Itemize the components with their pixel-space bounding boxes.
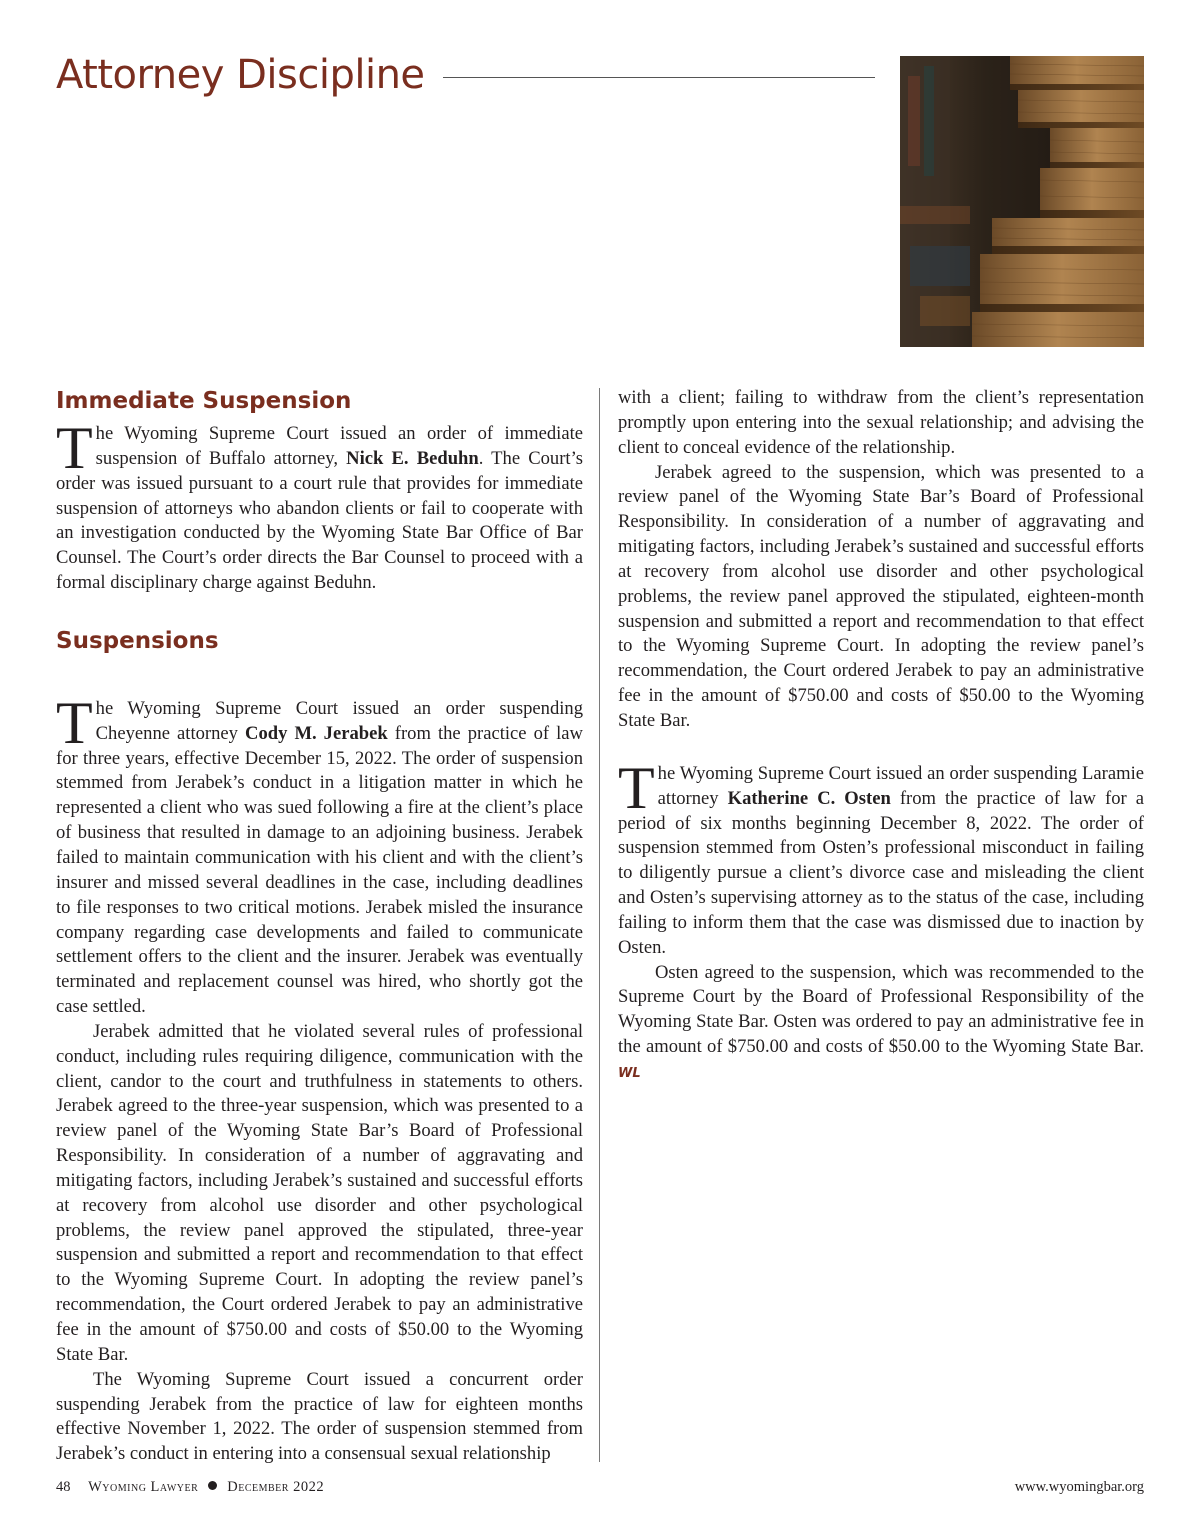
attorney-name: Nick E. Beduhn bbox=[346, 447, 479, 469]
bullet-separator bbox=[208, 1481, 217, 1490]
jerabek-paragraph-1: The Wyoming Supreme Court issued an order suspending Cheyenne attorney Cody M. Jerabek from the practice of law for three years, effective December 15, 2022. The order of suspension stemmed from Jerabek’s conduct in a litigation matter in which he represented a client who was sued following a fire at the client’s place of business that resulted in damage to an adjoining business. Jerabek failed to maintain communication with his client and with the client’s insurer and missed several deadlines in the case, including deadlines to file responses to two critical motions. Jerabek misled the insurance company regarding case developments and failed to communicate settlement offers to the client and the insurer. Jerabek was eventually terminated and replacement counsel was hired, who shortly got the case settled. bbox=[56, 689, 583, 1018]
page-title: Attorney Discipline bbox=[56, 52, 425, 98]
jerabek-paragraph-3-continued: with a client; failing to withdraw from the client’s representation promptly upon entering into the sexual relationship; and advising the client to conceal evidence of the relationship. bbox=[618, 387, 1144, 458]
right-column bbox=[618, 386, 1144, 1087]
drop-cap: T bbox=[56, 415, 93, 481]
footer-left bbox=[56, 1479, 324, 1496]
issue-date: December 2022 bbox=[227, 1479, 325, 1495]
website-url: www.wyomingbar.org bbox=[1014, 1479, 1144, 1495]
osten-paragraph-1: The Wyoming Supreme Court issued an order suspending Laramie attorney Katherine C. Osten from the practice of law for a period of six months beginning December 8, 2022. The order of suspension stemmed from Osten’s professional misconduct in failing to diligently pursue a client’s divorce case and misleading the client and Osten’s supervising attorney as to the status of the case, including failing to inform them that the case was dismissed due to inaction by Osten. bbox=[618, 754, 1144, 958]
jerabek-paragraph-2: Jerabek admitted that he violated several rules of professional conduct, including rules requiring diligence, communication with the client, candor to the court and truthfulness in statements to others. Jerabek agreed to the three-year suspension, which was presented to a review panel of the Wyoming State Bar’s Board of Professional Responsibility. In consideration of a number of aggravating and mitigating factors, including Jerabek’s sustained and successful efforts at recovery from alcohol use disorder and other psychological problems, the review panel approved the stipulated, three-year suspension and submitted a report and recommendation to that effect to the Wyoming Supreme Court. In adopting the review panel’s recommendation, the Court ordered Jerabek to pay an administrative fee in the amount of $750.00 and costs of $50.00 to the Wyoming State Bar. bbox=[56, 1020, 583, 1365]
page-number: 48 bbox=[56, 1479, 71, 1495]
attorney-name: Katherine C. Osten bbox=[727, 787, 891, 809]
column-divider bbox=[599, 388, 600, 1462]
left-column bbox=[56, 384, 583, 1467]
jerabek-paragraph-3-start: The Wyoming Supreme Court issued a concurrent order suspending Jerabek from the practice of law for eighteen months effective November 1, 2022. The order of suspension stemmed from Jerabek’s conduct in entering into a consensual sexual relationship bbox=[56, 1368, 583, 1465]
immediate-suspension-heading: Immediate Suspension bbox=[56, 388, 352, 414]
drop-cap: T bbox=[618, 754, 655, 821]
suspensions-heading: Suspensions bbox=[56, 627, 219, 654]
drop-cap: T bbox=[56, 689, 93, 756]
jerabek-paragraph-4: Jerabek agreed to the suspension, which was presented to a review panel of the Wyoming State Bar’s Board of Professional Responsibility. In consideration of a number of aggravating and mitigating factors, including Jerabek’s sustained and successful efforts at recovery from alcohol use disorder and other psychological problems, the review panel approved the stipulated, eighteen-month suspension and submitted a report and recommendation to that effect to the Wyoming Supreme Court. In adopting the review panel’s recommendation, the Court ordered Jerabek to pay an administrative fee in the amount of $750.00 and costs of $50.00 to the Wyoming State Bar. bbox=[618, 461, 1144, 731]
stacked-books-photo bbox=[900, 56, 1144, 347]
osten-paragraph-2: Osten agreed to the suspension, which was recommended to the Supreme Court by the Board of Professional Responsibility of the Wyoming State Bar. Osten was ordered to pay an administrative fee in the amount of $750.00 and costs of $50.00 to the Wyoming State Bar. WL bbox=[618, 961, 1144, 1081]
end-mark: WL bbox=[618, 1065, 641, 1081]
title-rule bbox=[443, 77, 875, 78]
attorney-name: Cody M. Jerabek bbox=[245, 722, 388, 744]
publication-name: Wyoming Lawyer bbox=[88, 1479, 199, 1495]
beduhn-paragraph: The Wyoming Supreme Court issued an order of immediate suspension of Buffalo attorney, Nick E. Beduhn. The Court’s order was issued pursuant to a court rule that provides for immediate suspension of attorneys who abandon clients or fail to cooperate with an investigation conducted by the Wyoming State Bar Office of Bar Counsel. The Court’s order directs the Bar Counsel to proceed with a formal disciplinary charge against Beduhn. bbox=[56, 415, 583, 594]
